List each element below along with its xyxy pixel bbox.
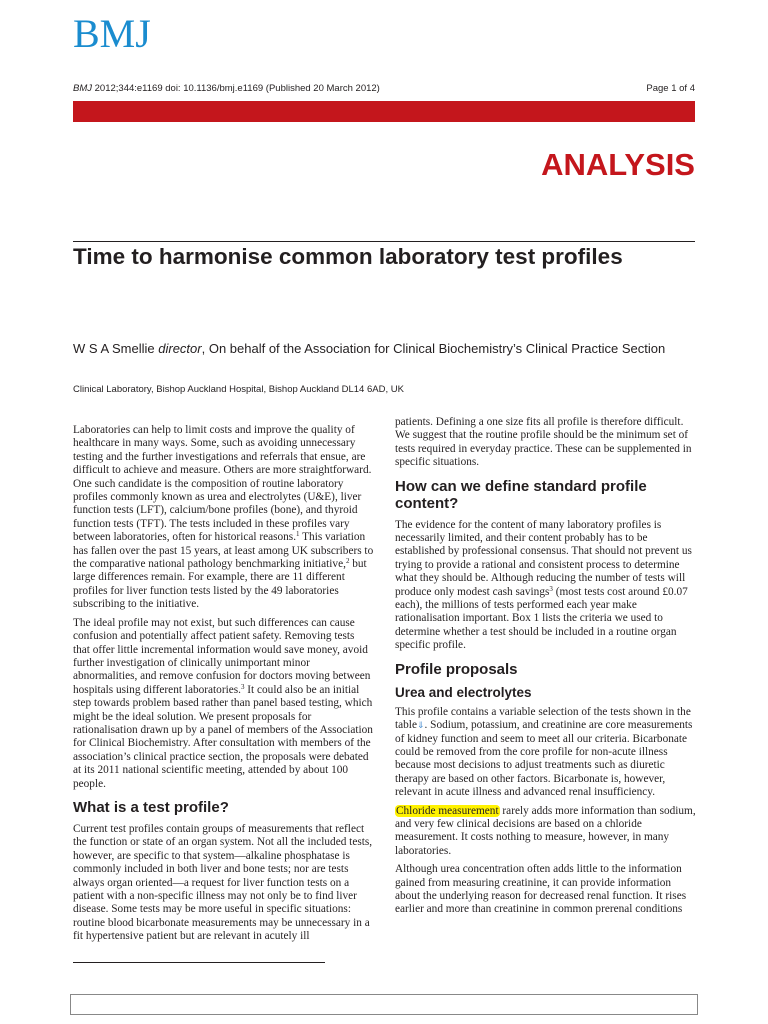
left-column [73, 424, 374, 949]
reference-1[interactable]: 1 [296, 530, 300, 539]
author-line [73, 341, 695, 356]
paragraph: The ideal profile may not exist, but such differences can cause confusion and potentially affect patient safety. Removing tests that offer little incremental information would save money, avoid further investigation of clinically unimportant minor abnormalities, and remove confusion for doctors moving between hospitals using different laboratories.$^3$ It could also be an initial step towards problem based rather than panel based testing, which might be the ideal solution. We present proposals for rationalisation drawn up by a panel of members of the Association for Clinical Biochemistry. After consultation with members of the association’s clinical practice section, the proposals were debated at its 2011 national scientific meeting, attended by about 100 people. [73, 616, 373, 790]
right-column [395, 416, 697, 922]
footer-box [70, 994, 698, 1015]
title-rule [73, 241, 695, 242]
paragraph: The evidence for the content of many laboratory profiles is necessarily limited, and their content probably has to be established by professional consensus. That should not prevent us trying to provide a rational and consistent process to determine what they should be. Although reducing the number of tests will produce only modest cash savings$^3$ (most tests cost around £0.07 each), the millions of tests performed each year make rationalisation important. Box 1 lists the criteria we used to determine whether a test should be included in a routine organ specific profile. [395, 518, 692, 652]
heading-what-is-test-profile: What is a test profile? [73, 798, 229, 816]
citation-journal: BMJ [73, 83, 92, 94]
article-title: Time to harmonise common laboratory test profiles [73, 244, 623, 269]
journal-logo: BMJ [73, 11, 151, 56]
paragraph: patients. Defining a one size fits all profile is therefore difficult. We suggest that the routine profile should be the minimum set of tests required in everyday practice. These can be supplemented in specific situations. [395, 416, 692, 469]
author-name: W S A Smellie [73, 341, 159, 356]
reference-3[interactable]: 3 [549, 584, 553, 593]
citation-details: 2012;344:e1169 doi: 10.1136/bmj.e1169 (Published 20 March 2012) [92, 83, 380, 94]
paragraph: Laboratories can help to limit costs and improve the quality of healthcare in many ways. Some, such as avoiding unnecessary testing and the further investigations and referrals that ensue, are difficult to achieve and measure. Others are more straightforward. One such candidate is the composition of routine laboratory profiles commonly known as urea and electrolytes (U&E), liver function tests (LFT), calcium/bone profiles (bone), and thyroid function tests (TFT). The tests included in these profiles vary between laboratories, often for historical reasons.$^1$ This variation has fallen over the past 15 years, at least among UK subscribers to the comparative national pathology benchmarking initiative,$^2$ but large differences remain. For example, there are 11 different profiles for liver function tests listed by the 49 laboratories subscribing to the initiative. [73, 424, 374, 611]
author-affiliation: Clinical Laboratory, Bishop Auckland Hospital, Bishop Auckland DL14 6AD, UK [73, 384, 404, 395]
footnote-rule [73, 962, 325, 963]
paragraph: This profile contains a variable selection of the tests shown in the table⇓. Sodium, potassium, and creatinine are core measurements of kidney function and seem to meet all our criteria. Bicarbonate could be removed from the core profile for non-acute illness because most decisions to adjust treatments such as diuretic therapy are based on other factors. Bicarbonate is, however, relevant in acute illness and advanced renal insufficiency. [395, 705, 693, 799]
subheading-urea-electrolytes: Urea and electrolytes [395, 684, 532, 700]
highlighted-text: Chloride measurement [396, 804, 499, 817]
section-label: ANALYSIS [541, 147, 695, 182]
author-role: director [158, 341, 202, 356]
table-link-icon[interactable]: ⇓ [416, 720, 425, 731]
citation-line [73, 83, 380, 94]
reference-3[interactable]: 3 [240, 682, 245, 691]
heading-profile-proposals: Profile proposals [395, 660, 518, 678]
author-group: , On behalf of the Association for Clinical Biochemistry’s Clinical Practice Section [201, 341, 666, 356]
reference-2[interactable]: 2 [345, 557, 350, 566]
page-number: Page 1 of 4 [646, 83, 695, 94]
heading-define-profile-content: How can we define standard profile content? [395, 477, 647, 512]
paragraph: Chloride measurement rarely adds more information than sodium, and very few clinical decisions are based on a chloride measurement. It costs nothing to measure, however, in many laboratories. [395, 804, 696, 857]
paragraph: Current test profiles contain groups of measurements that reflect the function or state of an organ system. Not all the included tests, however, are specific to that system—alkaline phosphatase is commonly included in both liver and bone tests; nor are tests always organ oriented—a request for liver function tests on a patient with a non-specific illness may not only be to find liver disease. Some tests may be more useful in specific situations: routine blood bicarbonate measurements may be unnecessary in a fit hypertensive patient but are relevant in acutely ill [73, 822, 373, 943]
header-red-bar [73, 101, 695, 122]
paragraph: Although urea concentration often adds little to the information gained from measuring creatinine, it can provide information about the underlying reason for decreased renal function. It rises earlier and more than creatinine in common prerenal conditions [395, 863, 687, 916]
